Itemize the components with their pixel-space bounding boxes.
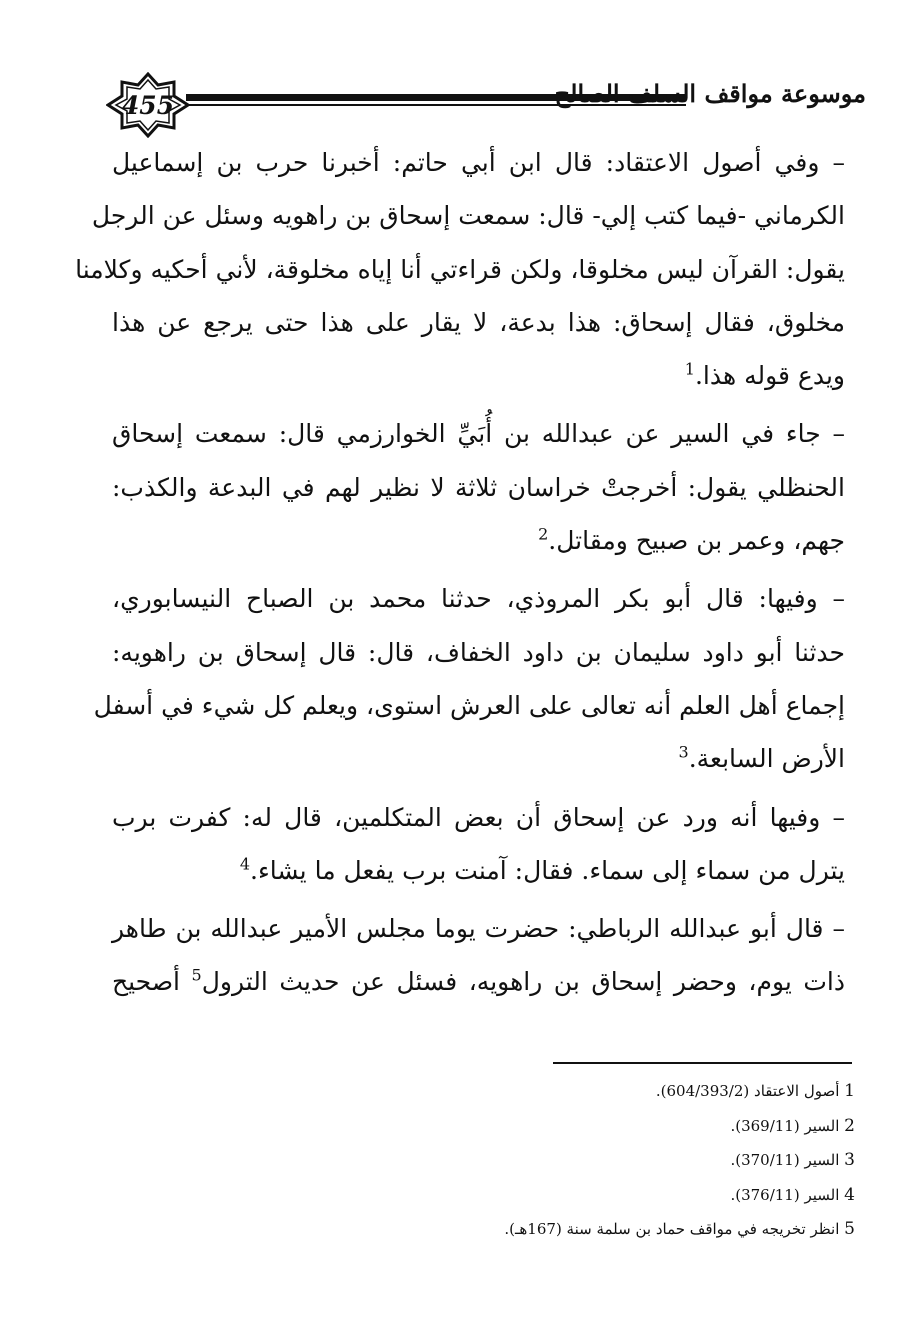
paragraph xyxy=(75,136,845,402)
text-line xyxy=(112,349,845,402)
paragraph xyxy=(112,902,845,1009)
text-line: إجماع أهل العلم أنه تعالى على العرش استوى، ويعلم كل شيء في أسفل xyxy=(93,690,845,720)
footnote xyxy=(400,1178,855,1213)
footnote-text: السير (369/11). xyxy=(730,1116,840,1135)
footnote-reference: 3 xyxy=(678,742,689,762)
text-line xyxy=(112,844,845,897)
text-line: الحنظلي يقول: أخرجتْ خراسان ثلاثة لا نظير لهم في البدعة والكذب: xyxy=(112,472,845,502)
footnote-reference: 2 xyxy=(538,524,549,544)
text-line: الكرماني -فيما كتب إلي- قال: سمعت إسحاق بن راهويه وسئل عن الرجل xyxy=(91,201,845,231)
text-line: – وفي أصول الاعتقاد: قال ابن أبي حاتم: أخبرنا حرب بن إسماعيل xyxy=(112,148,845,177)
text-line: – قال أبو عبدالله الرباطي: حضرت يوما مجلس الأمير عبدالله بن طاهر xyxy=(112,914,845,944)
text-line: حدثنا أبو داود سليمان بن داود الخفاف، قال: قال إسحاق بن راهويه: xyxy=(112,637,845,667)
text-line: مخلوق، فقال إسحاق: هذا بدعة، لا يقار على هذا حتى يرجع عن هذا xyxy=(112,307,845,337)
footnote-separator xyxy=(553,1062,852,1064)
main-text xyxy=(75,136,845,1014)
footnote xyxy=(400,1109,855,1144)
text-line: – وفيها أنه ورد عن إسحاق أن بعض المتكلمين، قال له: كفرت برب xyxy=(112,802,845,832)
paragraph xyxy=(93,572,845,785)
footnote-text: السير (370/11). xyxy=(730,1151,840,1169)
text-line: – جاء في السير عن عبدالله بن أُبَيِّ الخوارزمي قال: سمعت إسحاق xyxy=(112,419,845,449)
text-line xyxy=(112,732,845,785)
footnote-text: انظر تخريجه في مواقف حماد بن سلمة سنة (167هـ). xyxy=(504,1220,840,1238)
footnote-reference: 1 xyxy=(684,359,695,379)
footnote-number: 5 xyxy=(844,1219,855,1239)
series-title: موسوعة مواقف السلف الصالح xyxy=(554,79,866,108)
footnote-reference: 5 xyxy=(191,966,202,986)
page-header xyxy=(106,72,866,138)
footnote-number: 3 xyxy=(844,1150,855,1170)
page-number: 455 xyxy=(121,90,175,120)
text-line-end: الأرض السابعة. xyxy=(688,744,845,774)
footnote-text: أصول الاعتقاد (604/393/2). xyxy=(655,1082,840,1100)
text-line: يقول: القرآن ليس مخلوقا، ولكن قراءتي أنا إياه مخلوقة، لأني أحكيه وكلامنا xyxy=(75,254,845,284)
footnote-reference: 4 xyxy=(239,854,251,874)
footnote-text: السير (376/11). xyxy=(730,1185,840,1204)
text-line-end: جهم، وعمر بن صبيح ومقاتل. xyxy=(548,526,845,556)
footnote xyxy=(400,1143,855,1178)
footnote-number: 1 xyxy=(844,1081,855,1101)
footnote-number: 4 xyxy=(844,1184,855,1205)
text-line xyxy=(112,955,845,1008)
footnote xyxy=(400,1074,855,1109)
text-line-end: يترل من سماء إلى سماء. فقال: آمنت برب يفعل ما يشاء. xyxy=(250,855,845,885)
text-line xyxy=(112,514,845,567)
paragraph xyxy=(112,407,845,567)
text-line-end: أصحيح xyxy=(112,967,180,997)
paragraph xyxy=(112,791,845,898)
text-line-end: ويدع قوله هذا. xyxy=(694,361,845,391)
footnote-number: 2 xyxy=(844,1115,855,1136)
text-line-start: ذات يوم، وحضر إسحاق بن راهويه، فسئل عن حديث الترول xyxy=(201,967,845,997)
text-line: – وفيها: قال أبو بكر المروذي، حدثنا محمد بن الصباح النيسابوري، xyxy=(112,584,845,614)
page-number-badge xyxy=(106,72,190,138)
footnotes xyxy=(400,1074,855,1247)
footnote xyxy=(400,1212,855,1247)
